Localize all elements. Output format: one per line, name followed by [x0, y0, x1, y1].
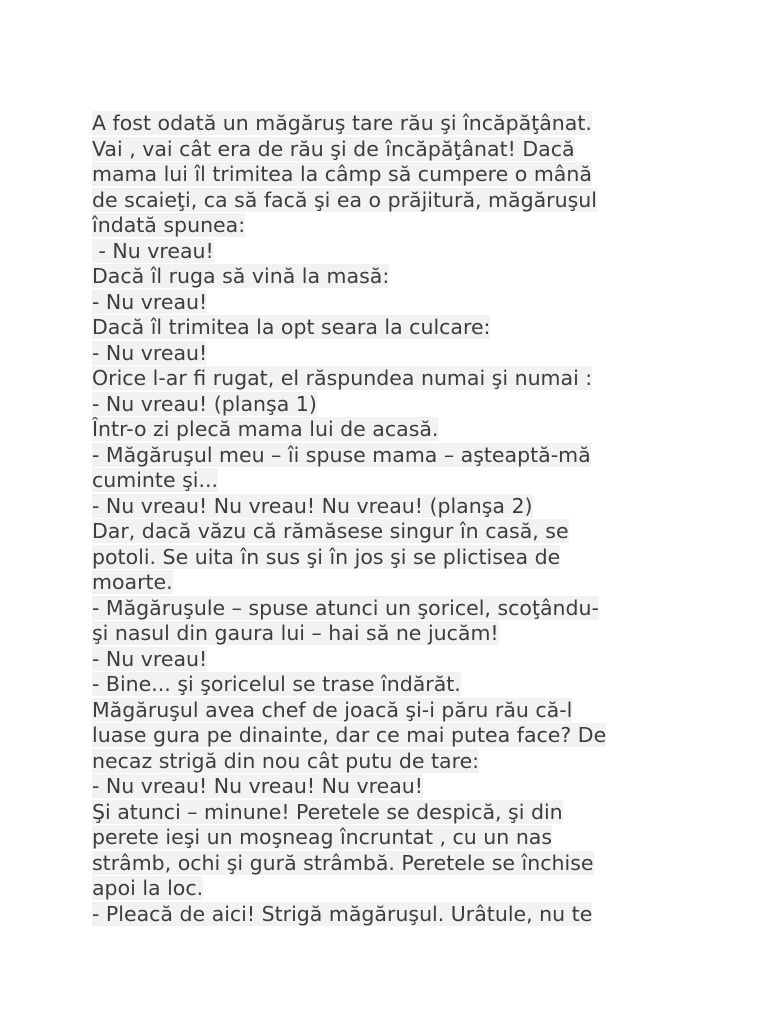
text-line: - Nu vreau! Nu vreau! Nu vreau!: [92, 774, 423, 798]
text-line: luase gura pe dinainte, dar ce mai putea face? De: [92, 723, 607, 747]
text-line: Şi atunci – minune! Peretele se despică, şi din: [92, 799, 563, 824]
text-line: cuminte şi...: [92, 468, 219, 492]
text-line: Dar, dacă văzu că rămăsese singur în casă, se: [92, 519, 569, 543]
text-line: de scaieţi, ca să facă şi ea o prăjitură, măgăruşul: [92, 187, 597, 212]
text-line: - Nu vreau! Nu vreau! Nu vreau! (planşa 2): [92, 493, 533, 518]
text-line: - Nu vreau!: [92, 340, 208, 365]
text-line: - Bine... şi şoricelul se trase îndărăt.: [92, 672, 461, 696]
text-line: - Măgăruşule – spuse atunci un şoricel, scoţându-: [92, 595, 599, 620]
text-line: moarte.: [92, 570, 173, 594]
document-page: [92, 111, 692, 927]
text-line: Dacă îl ruga să vină la masă:: [92, 264, 390, 288]
text-line: strâmb, ochi şi gură strâmbă. Peretele se închise: [92, 850, 594, 875]
text-line: Dacă îl trimitea la opt seara la culcare:: [92, 315, 491, 339]
text-line: - Nu vreau! (planşa 1): [92, 391, 317, 416]
text-line: şi nasul din gaura lui – hai să ne jucăm!: [92, 621, 499, 645]
text-line: necaz strigă din nou cât putu de tare:: [92, 748, 480, 773]
text-line: - Pleacă de aici! Strigă măgăruşul. Urâtule, nu te: [92, 901, 593, 926]
text-line: - Nu vreau!: [92, 289, 208, 314]
text-line: - Măgăruşul meu – îi spuse mama – aşteaptă-mă: [92, 442, 591, 467]
text-line: apoi la loc.: [92, 876, 204, 900]
text-line: perete ieşi un moşneag încruntat , cu un nas: [92, 825, 553, 849]
text-line: potoli. Se uita în sus şi în jos şi se plictisea de: [92, 544, 561, 569]
text-line: Măgăruşul avea chef de joacă şi-i păru rău că-l: [92, 697, 573, 722]
text-line: - Nu vreau!: [92, 646, 208, 671]
text-line: îndată spunea:: [92, 213, 246, 237]
text-line: - Nu vreau!: [92, 238, 214, 263]
text-line: A fost odată un măgăruş tare rău şi încăpăţânat.: [92, 111, 592, 135]
text-line: Orice l-ar fi rugat, el răspundea numai şi numai :: [92, 366, 593, 390]
text-line: mama lui îl trimitea la câmp să cumpere o mână: [92, 162, 592, 186]
text-line: Într-o zi plecă mama lui de acasă.: [92, 417, 439, 441]
text-line: Vai , vai cât era de rău şi de încăpăţânat! Dacă: [92, 136, 575, 161]
